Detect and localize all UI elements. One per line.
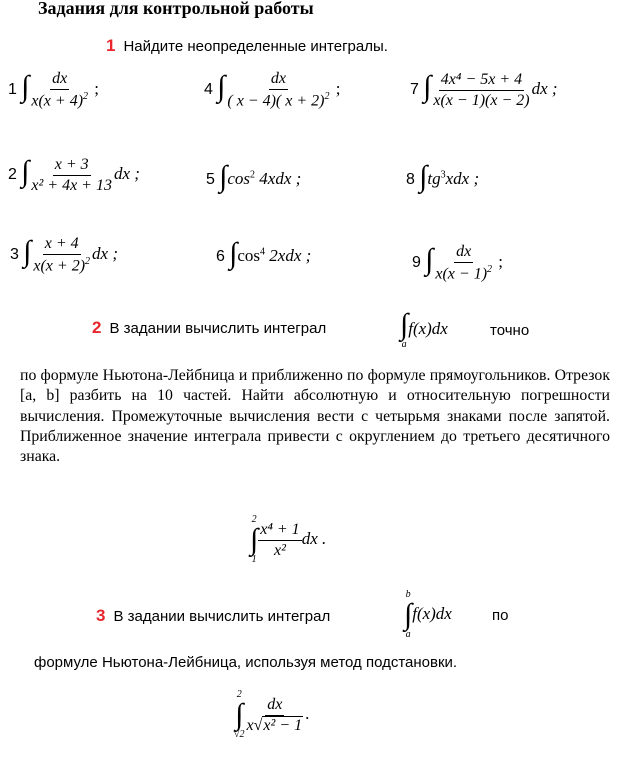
denominator-prefix: x [246, 716, 254, 734]
section-1-text: Найдите неопределенные интегралы. [123, 38, 388, 55]
integral-sign: ∫ [250, 523, 259, 556]
problem-3 [10, 235, 118, 275]
integrand: f(x)dx [412, 603, 452, 623]
upper-limit: 2 [251, 514, 257, 525]
denominator: x(x − 1) [435, 265, 488, 283]
problem-number: 7 [410, 81, 419, 98]
problem-number: 8 [406, 171, 415, 188]
problem-number: 3 [10, 246, 19, 264]
lower-limit: a [405, 629, 411, 640]
terminator: dx ; [113, 164, 140, 183]
numerator: x⁴ + 1 [258, 521, 301, 541]
problem-8 [406, 160, 480, 193]
section-2-after: точно [490, 322, 530, 339]
numerator: dx [50, 70, 69, 90]
upper-limit: b [405, 589, 411, 600]
problem-number: 5 [206, 171, 215, 188]
integral-sign: ∫ [425, 243, 434, 277]
section-1-number: 1 [106, 36, 116, 55]
numerator: x + 4 [43, 235, 81, 255]
problem-number: 1 [8, 81, 17, 99]
denominator: ( x − 4)( x + 2) [227, 92, 325, 110]
terminator: dx . [301, 528, 327, 548]
integral-sign: ∫ [235, 698, 244, 731]
denominator: x² + 4x + 13 [31, 176, 112, 194]
section-3-body: формуле Ньютона-Лейбница, используя метод подстановки. [34, 654, 458, 671]
numerator: x + 3 [53, 156, 91, 176]
section-2-integral [400, 310, 448, 350]
denominator: x(x + 2) [33, 257, 86, 275]
problem-7 [410, 70, 558, 110]
section-3-lead: В задании вычислить интеграл [113, 608, 331, 625]
radicand: x² − 1 [263, 716, 303, 734]
section-2-task-integral [250, 515, 326, 565]
problem-6 [216, 237, 312, 270]
problem-number: 6 [216, 248, 225, 265]
numerator: 4x⁴ − 5x + 4 [439, 71, 524, 91]
integral-sign: ∫ [21, 70, 30, 104]
function-name: cos [237, 246, 261, 265]
integral-sign: ∫ [423, 70, 432, 103]
denominator: x(x + 4) [31, 92, 84, 110]
terminator: dx ; [92, 244, 118, 264]
numerator: dx [265, 696, 284, 716]
section-1-heading [106, 36, 388, 56]
function-name: cos [227, 169, 251, 188]
integrand-rest: 2xdx ; [265, 246, 312, 265]
lower-limit: a [401, 339, 407, 350]
section-3-task-integral: 2 ∫ √2 $\frac{dx}{\text{x√x² − 1}}$ . [234, 689, 310, 740]
exponent: 2 [324, 91, 330, 102]
section-3-heading [96, 606, 330, 626]
integrand: f(x)dx [408, 318, 448, 338]
terminator: ; [498, 252, 504, 272]
problem-9 [412, 243, 503, 283]
terminator: dx ; [531, 79, 558, 98]
section-3-after: по [492, 607, 509, 624]
problem-number: 9 [412, 254, 421, 272]
section-2-body: по формуле Ньютона-Лейбница и приближенно по формуле прямоугольников. Отрезок [a, b] разбить на 10 частей. Найти абсолютную и относительную погрешности вычисления. Промежуточные вычисления вести с четырьмя знаками после запятой. Приближенное значение интеграла привести с округлением до третьего десятичного знака. [20, 367, 610, 466]
integrand-rest: xdx ; [445, 169, 480, 188]
integral-sign: ∫ [229, 237, 238, 270]
upper-limit: 2 [236, 689, 242, 700]
lower-limit: 1 [251, 554, 257, 565]
terminator: ; [94, 79, 100, 99]
page-title: Задания для контрольной работы [38, 0, 314, 18]
problem-number: 2 [8, 166, 17, 183]
section-2-lead: В задании вычислить интеграл [109, 320, 327, 337]
exponent: 2 [85, 256, 91, 267]
section-3-number: 3 [96, 606, 106, 625]
lower-limit: √2 [234, 729, 245, 740]
exponent: 2 [83, 91, 89, 102]
integral-sign: ∫ [219, 160, 228, 193]
integrand-rest: 4xdx ; [255, 169, 302, 188]
denominator: x(x − 1)(x − 2) [433, 91, 530, 109]
problem-2 [8, 155, 140, 195]
problem-4 [204, 70, 340, 110]
exponent: 2 [487, 264, 493, 275]
section-2-heading [92, 318, 326, 338]
numerator: dx [269, 70, 288, 90]
integral-sign: ∫ [419, 160, 428, 193]
integral-sign: ∫ [217, 70, 226, 104]
exponent: 3 [440, 169, 446, 181]
integral-sign: ∫ [21, 155, 30, 188]
exponent: 2 [250, 169, 256, 181]
denominator: x² [274, 541, 286, 559]
function-name: tg [427, 169, 441, 188]
terminator: ; [335, 79, 341, 99]
section-2-number: 2 [92, 318, 102, 337]
numerator: dx [454, 243, 473, 263]
section-3-integral [404, 590, 452, 640]
integral-sign: ∫ [404, 598, 413, 631]
problem-5 [206, 160, 302, 193]
integral-sign: ∫ [23, 235, 32, 269]
problem-number: 4 [204, 81, 213, 99]
exponent: 4 [260, 246, 266, 258]
integral-sign: ∫ [400, 308, 409, 341]
terminator: . [305, 703, 310, 723]
problem-1 [8, 70, 99, 110]
